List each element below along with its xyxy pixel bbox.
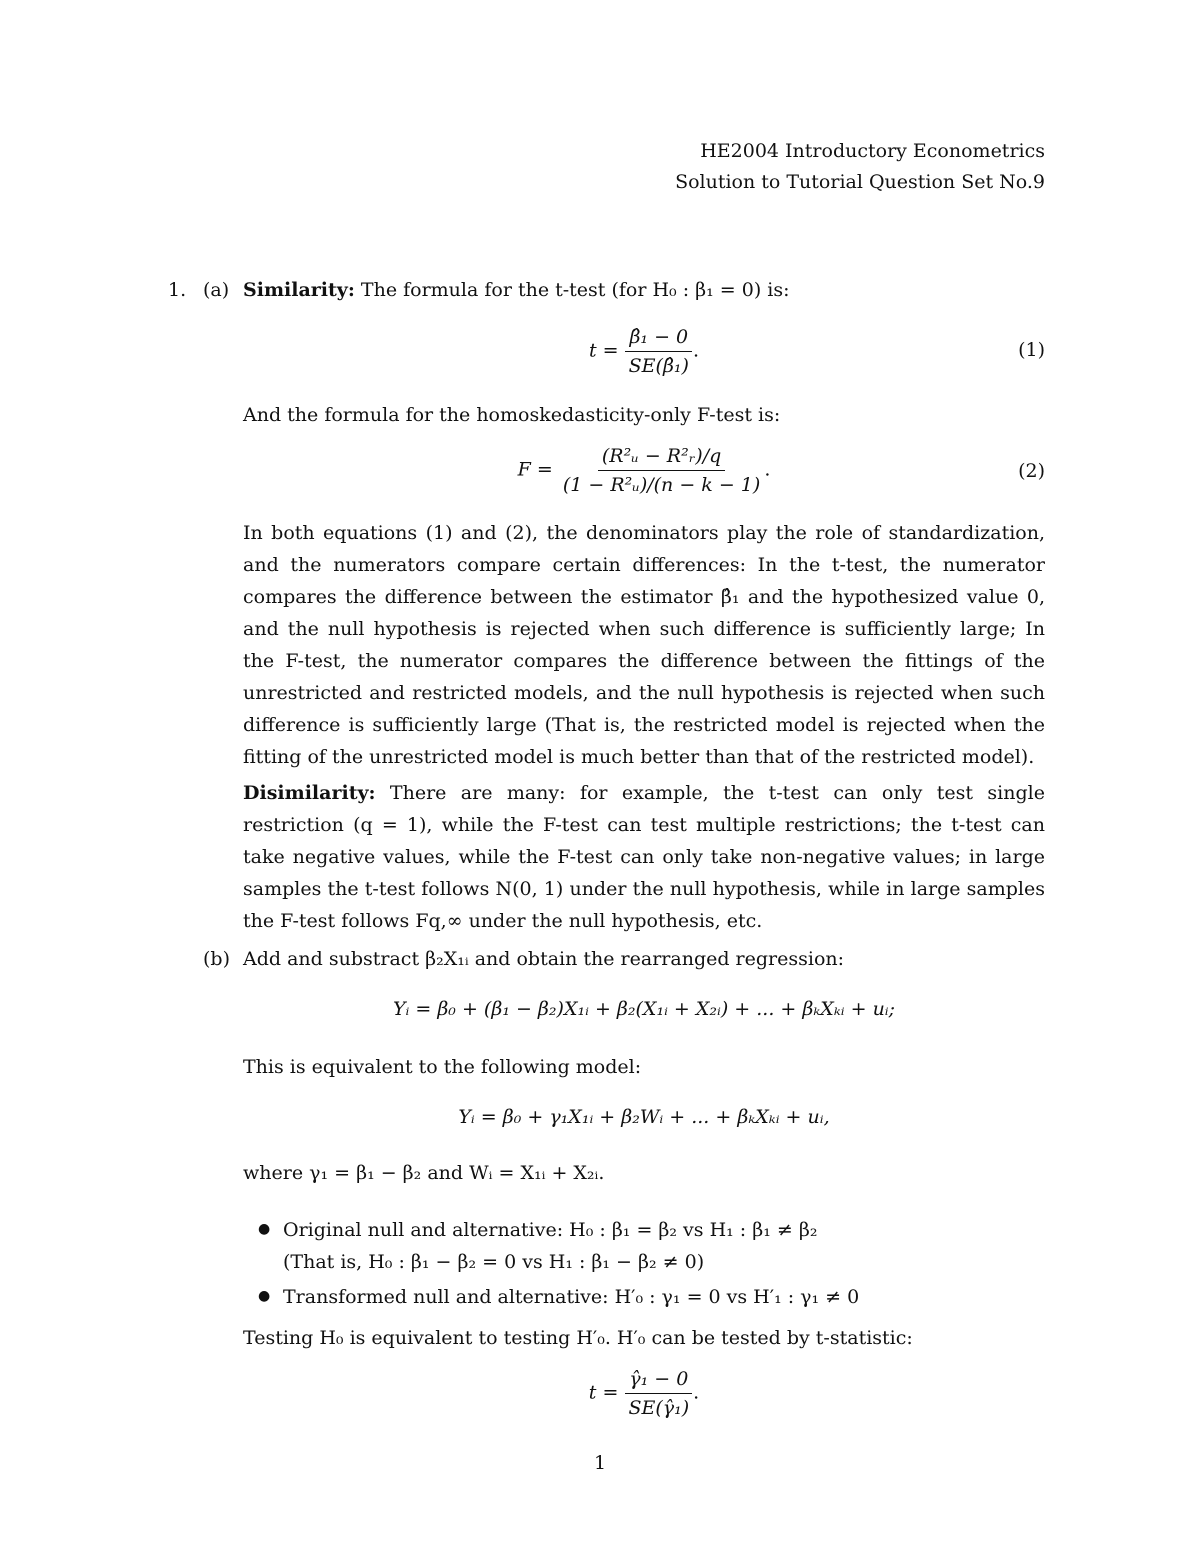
eq5-denominator: SE(γ̂₁) <box>628 1397 690 1419</box>
equation-1: t = $\frac{\text{β̂₁ − 0}}{\text{SE(β̂₁)}}$ . <box>588 326 699 377</box>
disimilarity-body: There are many: for example, the t-test can only test single restriction (q = 1), while the F-test can test multiple restrictions; the t-test can take negative values, while the F-test can only take non-negative values; in large samples the t-test follows N(0, 1) under the null hypothesis, while in large samples the F-test follows Fq,∞ under the null hypothesis, etc. <box>243 782 1045 932</box>
original-hypotheses-restated: (That is, H₀ : β₁ − β₂ = 0 vs H₁ : β₁ − β₂ ≠ 0) <box>283 1251 705 1273</box>
ftest-intro: And the formula for the homoskedasticity-only F-test is: <box>243 404 781 426</box>
bullet-icon: ● <box>258 1221 271 1237</box>
similarity-heading: Similarity: <box>243 279 355 301</box>
eq2-lhs: F = <box>517 458 553 481</box>
document-subtitle: Solution to Tutorial Question Set No.9 <box>675 171 1045 193</box>
testing-equivalence-line: Testing H₀ is equivalent to testing H′₀. H′₀ can be tested by t-statistic: <box>243 1327 913 1349</box>
bullet-transformed-hypotheses: Transformed null and alternative: H′₀ : γ₁ = 0 vs H′₁ : γ₁ ≠ 0 <box>283 1286 860 1308</box>
equation-rearranged-regression: Yᵢ = β₀ + (β₁ − β₂)X₁ᵢ + β₂(X₁ᵢ + X₂ᵢ) + ... + βₖXₖᵢ + uᵢ; <box>392 998 896 1020</box>
eq5-lhs: t = <box>588 1381 619 1404</box>
similarity-intro-line <box>243 274 1045 306</box>
part-b-label: (b) <box>203 948 230 970</box>
similarity-body: In both equations (1) and (2), the denominators play the role of standardization, and the numerators compare certain differences: In the t-test, the numerator compares the difference between the estimator β̂₁ and the hypothesized value 0, and the null hypothesis is rejected when such difference is sufficiently large; In the F-test, the numerator compares the difference between the fittings of the unrestricted and restricted models, and the null hypothesis is rejected when such difference is sufficiently large (That is, the restricted model is rejected when the fitting of the unrestricted model is much better than that of the restricted model). <box>243 522 1045 768</box>
similarity-intro: The formula for the t-test (for H₀ : β₁ = 0) is: <box>360 279 790 301</box>
eq2-numerator: (R²ᵤ − R²ᵣ)/q <box>598 445 725 471</box>
course-title: HE2004 Introductory Econometrics <box>700 140 1045 162</box>
page-number: 1 <box>593 1452 607 1474</box>
equivalent-model-intro: This is equivalent to the following model: <box>243 1056 642 1078</box>
eq5-fraction <box>624 1368 693 1419</box>
equation-2-number: (2) <box>1018 460 1045 482</box>
disimilarity-paragraph <box>243 777 1045 937</box>
eq1-denominator: SE(β̂₁) <box>628 355 689 377</box>
eq2-denominator: (1 − R²ᵤ)/(n − k − 1) <box>562 474 761 496</box>
equation-2: F = $\frac{\text{(R²ᵤ − R²ᵣ)/q}}{\text{(1 − R²ᵤ)/(n − k − 1)}}$ . <box>517 445 771 496</box>
equation-1-number: (1) <box>1018 339 1045 361</box>
part-b-intro: Add and substract β₂X₁ᵢ and obtain the rearranged regression: <box>243 948 845 970</box>
bullet-original-hypotheses <box>283 1214 817 1278</box>
eq1-numerator: β̂₁ − 0 <box>625 326 692 352</box>
disimilarity-heading: Disimilarity: <box>243 782 376 804</box>
eq1-fraction <box>625 326 693 377</box>
eq2-fraction <box>559 445 764 496</box>
where-line: where γ₁ = β₁ − β₂ and Wᵢ = X₁ᵢ + X₂ᵢ. <box>243 1162 605 1184</box>
bullet-icon: ● <box>258 1288 271 1304</box>
eq5-numerator: γ̂₁ − 0 <box>625 1368 692 1394</box>
equation-transformed-model: Yᵢ = β₀ + γ₁X₁ᵢ + β₂Wᵢ + ... + βₖXₖᵢ + uᵢ, <box>458 1106 830 1128</box>
question-number: 1. <box>168 279 187 301</box>
original-hypotheses-line: Original null and alternative: H₀ : β₁ = β₂ vs H₁ : β₁ ≠ β₂ <box>283 1219 818 1241</box>
eq1-lhs: t = <box>588 339 619 362</box>
part-a-label: (a) <box>203 279 230 301</box>
equation-t-statistic: t = $\frac{\text{γ̂₁ − 0}}{\text{SE(γ̂₁)}}$ . <box>588 1368 700 1419</box>
